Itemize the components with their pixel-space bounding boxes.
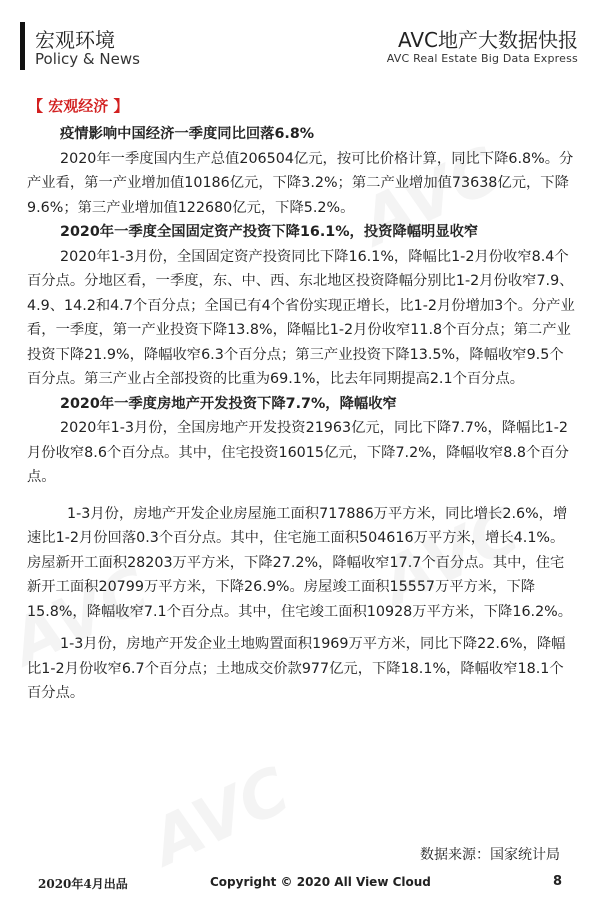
page-footer: [0, 868, 600, 900]
article-paragraph: 1-3月份，房地产开发企业土地购置面积1969万平方米，同比下降22.6%，降幅比1-2月份收窄6.7个百分点；土地成交价款977亿元，下降18.1%，降幅收窄18.1个百分点。: [27, 636, 566, 701]
article-heading: 2020年一季度房地产开发投资下降7.7%，降幅收窄: [60, 395, 397, 412]
header-subtitle: Policy & News: [35, 50, 140, 68]
header-accent-bar: [20, 22, 25, 70]
article-body: [27, 122, 575, 706]
article-paragraph: 2020年1-3月份，全国房地产开发投资21963亿元，同比下降7.7%，降幅比1-2月份收窄8.6个百分点。其中，住宅投资16015亿元，下降7.2%，降幅收窄8.8个百分点。: [27, 420, 569, 485]
article-paragraph: 1-3月份，房地产开发企业房屋施工面积717886万平方米，同比增长2.6%，增速比1-2月份回落0.3个百分点。其中，住宅施工面积504616万平方米，增长4.1%。房屋新开工面积28203万平方米，下降27.2%，降幅收窄17.7个百分点。其中，住宅新开工面积20799万平方米，下降26.9%。房屋竣工面积15557万平方米，下降15.8%，降幅收窄7.1个百分点。其中，住宅竣工面积10928万平方米，下降16.2%。: [27, 505, 573, 620]
article-paragraph: 2020年1-3月份，全国固定资产投资同比下降16.1%，降幅比1-2月份收窄8.4个百分点。分地区看，一季度，东、中、西、东北地区投资降幅分别比1-2月份收窄7.9、4.9、14.2和4.7个百分点；全国已有4个省份实现正增长，比1-2月份增加3个。分产业看，一季度，第一产业投资下降13.8%，降幅比1-2月份收窄11.8个百分点；第二产业投资下降21.9%，降幅收窄6.3个百分点；第三产业投资下降13.5%，降幅收窄9.5个百分点。第三产业占全部投资的比重为69.1%，比去年同期提高2.1个百分点。: [27, 248, 575, 387]
publish-date: 2020年4月出品: [38, 877, 128, 891]
page-header: [0, 0, 600, 80]
copyright: Copyright © 2020 All View Cloud: [210, 875, 431, 889]
watermark-logo: [141, 754, 301, 881]
header-title: 宏观环境: [35, 28, 115, 52]
page-number: 8: [552, 874, 562, 889]
article-paragraph: 2020年一季度国内生产总值206504亿元，按可比价格计算，同比下降6.8%。分产业看，第一产业增加值10186亿元，下降3.2%；第二产业增加值73638亿元，下降9.6%；第三产业增加值122680亿元，下降5.2%。: [27, 150, 574, 216]
section-tag: 【 宏观经济 】: [28, 97, 129, 115]
data-source: 数据来源：国家统计局: [420, 847, 560, 863]
brand-title: AVC地产大数据快报: [397, 28, 578, 52]
article-heading: 疫情影响中国经济一季度同比回落6.8%: [60, 126, 315, 142]
brand-subtitle: AVC Real Estate Big Data Express: [386, 52, 578, 65]
article-heading: 2020年一季度全国固定资产投资下降16.1%，投资降幅明显收窄: [60, 224, 479, 240]
